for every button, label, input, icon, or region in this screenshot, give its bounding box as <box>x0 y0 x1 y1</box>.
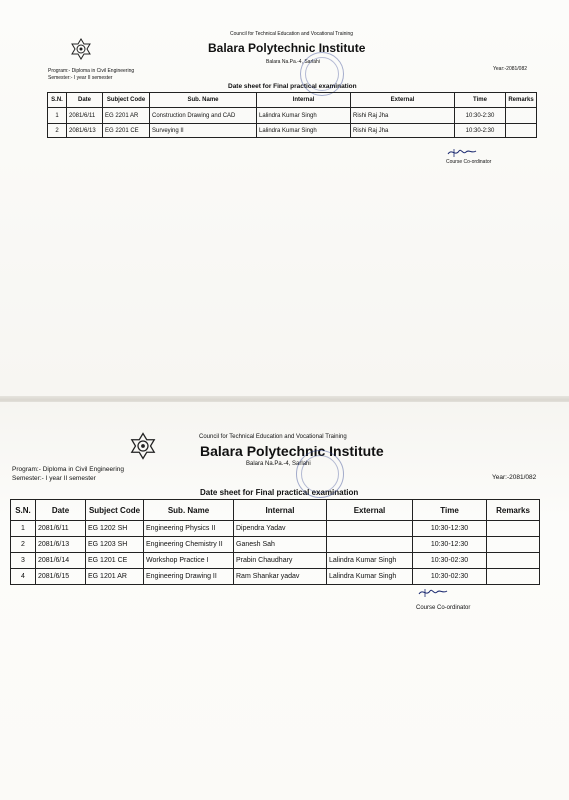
datesheet-title: Date sheet for Final practical examination <box>228 83 357 90</box>
cell-external: Rishi Raj Jha <box>351 124 455 138</box>
cell-sub-name: Engineering Physics II <box>144 521 234 537</box>
table-header-row <box>48 93 537 108</box>
cell-external <box>327 521 413 537</box>
header-sn: S.N. <box>11 500 36 521</box>
cell-remarks <box>487 537 540 553</box>
ctevt-logo-icon <box>128 432 158 460</box>
header-time: Time <box>455 93 506 108</box>
header-internal: Internal <box>234 500 327 521</box>
institute-name: Balara Polytechnic Institute <box>208 41 366 55</box>
header-subject-code: Subject Code <box>103 93 150 108</box>
cell-subject-code: EG 1201 AR <box>86 569 144 585</box>
header-subject-code: Subject Code <box>86 500 144 521</box>
cell-subject-code: EG 1201 CE <box>86 553 144 569</box>
cell-sub-name: Engineering Chemistry II <box>144 537 234 553</box>
program-label: Program:- Diploma in Civil Engineering <box>48 68 135 74</box>
course-coordinator-label: Course Co-ordinator <box>416 605 471 611</box>
exam-schedule-table <box>10 499 540 585</box>
cell-date: 2081/6/15 <box>36 569 86 585</box>
coordinator-signature-icon <box>446 145 478 159</box>
cell-subject-code: EG 1203 SH <box>86 537 144 553</box>
coordinator-signature-icon <box>416 585 450 599</box>
cell-time: 10:30-12:30 <box>413 537 487 553</box>
cell-sn: 1 <box>11 521 36 537</box>
header-remarks: Remarks <box>487 500 540 521</box>
header-external: External <box>351 93 455 108</box>
cell-date: 2081/6/14 <box>36 553 86 569</box>
cell-sub-name: Construction Drawing and CAD <box>150 108 257 124</box>
cell-time: 10:30-2:30 <box>455 124 506 138</box>
cell-external: Lalindra Kumar Singh <box>327 569 413 585</box>
cell-time: 10:30-02:30 <box>413 553 487 569</box>
cell-date: 2081/6/13 <box>36 537 86 553</box>
cell-sub-name: Surveying II <box>150 124 257 138</box>
header-date: Date <box>36 500 86 521</box>
header-external: External <box>327 500 413 521</box>
table-row <box>48 108 537 124</box>
table-row <box>11 553 540 569</box>
institute-stamp <box>296 450 344 498</box>
cell-internal: Lalindra Kumar Singh <box>257 108 351 124</box>
council-name: Council for Technical Education and Vocational Training <box>199 434 347 440</box>
institute-address: Balara Na.Pa.-4, Sarlahi <box>266 59 320 65</box>
cell-internal: Ram Shankar yadav <box>234 569 327 585</box>
council-name: Council for Technical Education and Vocational Training <box>230 31 354 37</box>
cell-date: 2081/6/11 <box>67 108 103 124</box>
cell-sn: 3 <box>11 553 36 569</box>
cell-sn: 2 <box>11 537 36 553</box>
ctevt-logo-icon <box>69 38 93 60</box>
institute-stamp <box>300 52 344 96</box>
cell-external <box>327 537 413 553</box>
table-header-row <box>11 500 540 521</box>
course-coordinator-label: Course Co-ordinator <box>446 159 492 165</box>
table-row <box>11 537 540 553</box>
cell-sn: 1 <box>48 108 67 124</box>
header-sub-name: Sub. Name <box>144 500 234 521</box>
datesheet-title: Date sheet for Final practical examination <box>200 488 359 497</box>
semester-label: Semester:- I year II semester <box>12 475 96 482</box>
cell-remarks <box>487 521 540 537</box>
cell-remarks <box>506 108 537 124</box>
cell-internal: Ganesh Sah <box>234 537 327 553</box>
table-row <box>48 124 537 138</box>
cell-subject-code: EG 2201 CE <box>103 124 150 138</box>
cell-sn: 4 <box>11 569 36 585</box>
table-row <box>11 521 540 537</box>
cell-sub-name: Workshop Practice I <box>144 553 234 569</box>
cell-remarks <box>487 569 540 585</box>
header-internal: Internal <box>257 93 351 108</box>
cell-subject-code: EG 1202 SH <box>86 521 144 537</box>
cell-internal: Dipendra Yadav <box>234 521 327 537</box>
header-date: Date <box>67 93 103 108</box>
header-remarks: Remarks <box>506 93 537 108</box>
year-label: Year:-2081/082 <box>493 66 528 72</box>
cell-external: Lalindra Kumar Singh <box>327 553 413 569</box>
header-sub-name: Sub. Name <box>150 93 257 108</box>
cell-sub-name: Engineering Drawing II <box>144 569 234 585</box>
cell-time: 10:30-02:30 <box>413 569 487 585</box>
cell-internal: Lalindra Kumar Singh <box>257 124 351 138</box>
year-label: Year:-2081/082 <box>492 474 537 481</box>
cell-external: Rishi Raj Jha <box>351 108 455 124</box>
cell-time: 10:30-12:30 <box>413 521 487 537</box>
table-row <box>11 569 540 585</box>
cell-subject-code: EG 2201 AR <box>103 108 150 124</box>
top-sheet <box>0 0 569 398</box>
exam-schedule-table <box>47 92 537 138</box>
cell-internal: Prabin Chaudhary <box>234 553 327 569</box>
cell-date: 2081/6/13 <box>67 124 103 138</box>
program-label: Program:- Diploma in Civil Engineering <box>12 466 124 473</box>
cell-remarks <box>487 553 540 569</box>
header-time: Time <box>413 500 487 521</box>
cell-remarks <box>506 124 537 138</box>
institute-name: Balara Polytechnic Institute <box>200 443 384 459</box>
header-sn: S.N. <box>48 93 67 108</box>
semester-label: Semester:- I year II semester <box>48 75 113 81</box>
cell-date: 2081/6/11 <box>36 521 86 537</box>
institute-address: Balara Na.Pa.-4, Sarlahi <box>246 461 311 467</box>
cell-sn: 2 <box>48 124 67 138</box>
cell-time: 10:30-2:30 <box>455 108 506 124</box>
bottom-sheet <box>0 402 569 800</box>
